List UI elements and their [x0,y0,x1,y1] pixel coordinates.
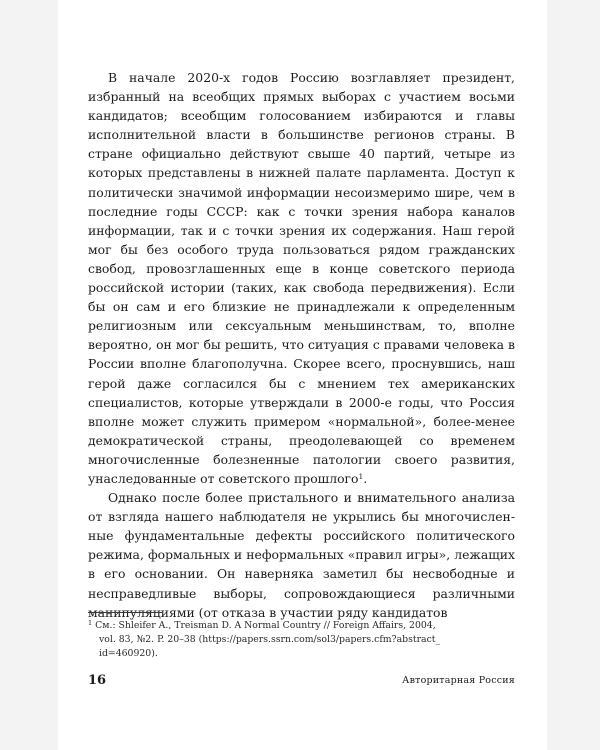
footnote-line-1 [88,617,515,633]
page-footer [88,673,515,689]
paragraph-1-text: В начале 2020-х годов Россию возглавляет президент, избранный на всеобщих прямых выборах с участием восьми кандидатов; всеобщим голосованием избираются и главы исполнительной власти в большинстве регионов страны. В стране официально действуют свыше 40 партий, четыре из которых представлены в нижней палате парламента. Доступ к политически значимой информации несоизмеримо шире, чем в последние годы СССР: как с точки зрения набора каналов информации, так и с точки зрения их содержания. Наш герой мог бы без особого труда пользоваться рядом гражданских свобод, провозглашенных еще в конце советского периода российской истории (таких, как свобода передвижения). Если бы он сам и его близкие не принадлежали к определенным религиозным или сексуальным меньшинствам, то, вполне вероятно, он мог бы решить, что ситуация с правами человека в России вполне благополучна. Скорее всего, проснувшись, наш герой даже согласился бы с мнением тех американских специалистов, которые утверждали в 2000-е годы, что Россия вполне может служить примером «нормальной», более-менее демократической страны, преодолевающей со временем многочисленные болезненные патологии своего развития, унаследованные от советского прошлого [88,70,515,486]
footnote-reference: 1 [358,471,364,481]
page-number: 16 [88,673,107,688]
paragraph-2: Однако после более пристального и внимательного анализа от взгляда нашего наблюдателя не укрылись бы многочисленные фундаментальные дефекты российского политического режима, формальных и неформальных «правил игры», лежащих в его основании. Он наверняка заметил бы несвободные и несправедливые выборы, сопровождающиеся различными манипуляциями (от отказа в участии ряду кандидатов [88,490,515,620]
running-title: Авторитарная Россия [402,675,515,686]
footnote-line-1-text: См.: Shleifer A., Treisman D. A Normal Country // Foreign Affairs, 2004, [95,620,436,631]
footnote-marker: 1 [88,619,93,627]
footnote-line-3: id=460920). [99,647,158,659]
paragraph-1: В начале 2020-х годов Россию возглавляет президент, избранный на всеобщих прямых выборах с участием восьми кандидатов; всеобщим голосованием избираются и главы исполнительной власти в большинстве регионов страны. В стране официально действуют свыше 40 партий, четыре из которых представлены в нижней палате парламента. Доступ к политически значимой информации несоизмеримо шире, чем в последние годы СССР: как с точки зрения набора каналов информации, так и с точки зрения их содержания. Наш герой мог бы без особого труда пользоваться рядом гражданских свобод, провозглашенных еще в конце советского периода российской истории (таких, как свобода передвижения). Если бы он сам и его близкие не принадлежали к определенным религиозным или сексуальным меньшинствам, то, вполне вероятно, он мог бы решить, что ситуация с правами человека в России вполне благополучна. Скорее всего, проснувшись, наш герой даже согласился бы с мнением тех американских специалистов, которые утверждали в 2000-е годы, что Россия вполне может служить примером «нормальной», более-менее демократической страны, преодолевающей со временем многочисленные болезненные патологии своего развития, унаследованные от советского прошлого$^1$. [88,70,515,486]
footnote-divider [88,612,163,613]
footnote [88,617,515,660]
main-text [88,68,515,622]
book-page [58,0,547,750]
footnote-line-2: vol. 83, №2. P. 20–38 (https://papers.ssrn.com/sol3/papers.cfm?abstract_ [99,633,441,645]
